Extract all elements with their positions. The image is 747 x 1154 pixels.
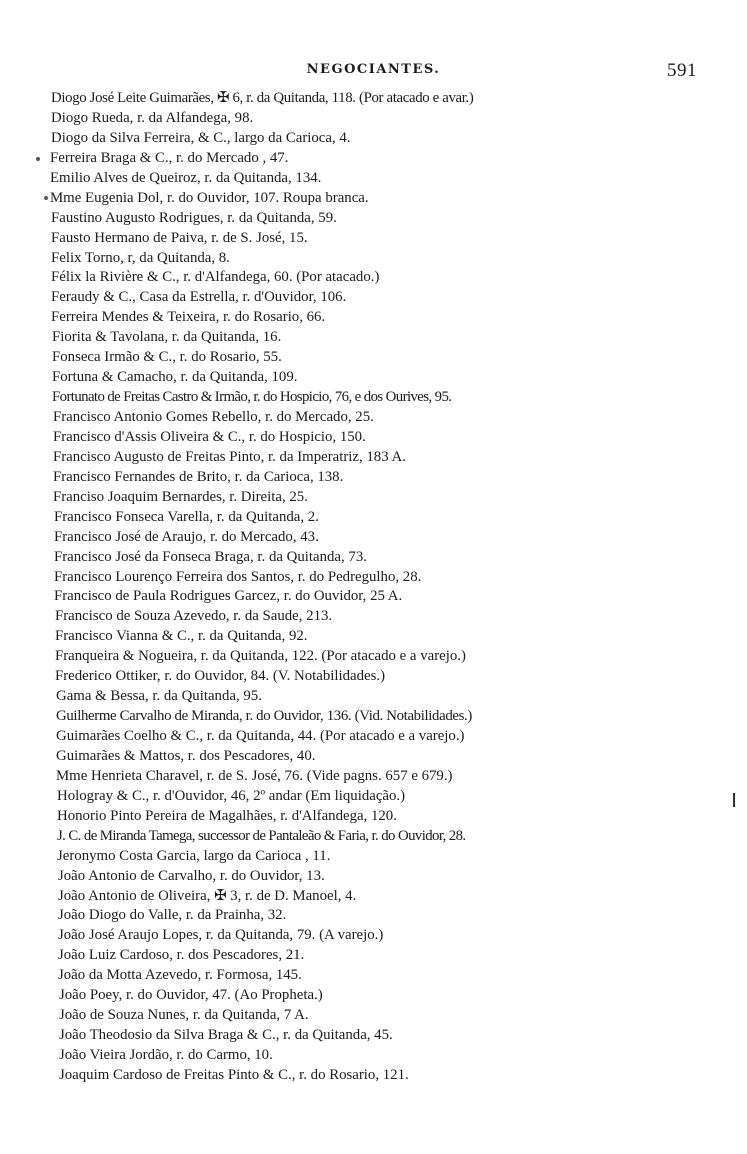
list-item: Fausto Hermano de Paiva, r. de S. José, 15. (51, 229, 308, 246)
list-item: Diogo Rueda, r. da Alfandega, 98. (51, 109, 254, 126)
list-item: Diogo José Leite Guimarães, ✠ 6, r. da Quitanda, 118. (Por atacado e avar.) (51, 90, 474, 106)
list-item: João Antonio de Oliveira, ✠ 3, r. de D. Manoel, 4. (58, 887, 357, 904)
list-item: Franciso Joaquim Bernardes, r. Direita, 25. (53, 488, 308, 505)
list-item: Francisco Antonio Gomes Rebello, r. do Mercado, 25. (53, 409, 374, 425)
list-item: Mme Eugenia Dol, r. do Ouvidor, 107. Roupa branca. (50, 189, 369, 206)
list-item: João Theodosio da Silva Braga & C., r. da Quitanda, 45. (59, 1027, 393, 1044)
page-header (0, 62, 747, 84)
margin-mark (733, 793, 735, 807)
list-item: Honorio Pinto Pereira de Magalhães, r. d'Alfandega, 120. (57, 807, 397, 824)
list-item: Francisco Augusto de Freitas Pinto, r. da Imperatriz, 183 A. (53, 448, 406, 465)
list-item: João da Motta Azevedo, r. Formosa, 145. (58, 967, 302, 984)
list-item: Fortuna & Camacho, r. da Quitanda, 109. (52, 369, 298, 386)
list-item: João Diogo do Valle, r. da Prainha, 32. (58, 907, 287, 924)
merchant-list (0, 89, 747, 1086)
list-item: Fiorita & Tavolana, r. da Quitanda, 16. (52, 329, 282, 346)
list-item: Fonseca Irmão & C., r. do Rosario, 55. (52, 349, 282, 366)
list-item: Jeronymo Costa Garcia, largo da Carioca , 11. (57, 847, 331, 864)
list-item: Gama & Bessa, r. da Quitanda, 95. (56, 688, 262, 705)
list-item: Feraudy & C., Casa da Estrella, r. d'Ouvidor, 106. (51, 289, 347, 306)
list-item: J. C. de Miranda Tamega, successor de Pantaleão & Faria, r. do Ouvidor, 28. (57, 827, 466, 844)
list-item: Emilio Alves de Queiroz, r. da Quitanda, 134. (50, 169, 322, 186)
list-item: Francisco Lourenço Ferreira dos Santos, r. do Pedregulho, 28. (54, 568, 422, 585)
list-item: Francisco Vianna & C., r. da Quitanda, 92. (55, 628, 308, 645)
list-item: João de Souza Nunes, r. da Quitanda, 7 A. (59, 1007, 309, 1024)
list-item: Diogo da Silva Ferreira, & C., largo da Carioca, 4. (51, 129, 351, 146)
list-item: Francisco José de Araujo, r. do Mercado, 43. (54, 528, 319, 545)
list-item: Fortunato de Freitas Castro & Irmão, r. do Hospicio, 76, e dos Ourives, 95. (52, 389, 452, 406)
list-item: Ferreira Braga & C., r. do Mercado , 47. (50, 149, 289, 166)
list-item: Francisco Fonseca Varella, r. da Quitanda, 2. (54, 508, 319, 525)
ink-speck (44, 196, 48, 200)
list-item: Francisco José da Fonseca Braga, r. da Quitanda, 73. (54, 548, 367, 565)
list-item: Francisco de Souza Azevedo, r. da Saude, 213. (55, 608, 333, 625)
list-item: João José Araujo Lopes, r. da Quitanda, 79. (A varejo.) (58, 927, 384, 944)
list-item: João Poey, r. do Ouvidor, 47. (Ao Propheta.) (59, 987, 323, 1004)
list-item: João Vieira Jordão, r. do Carmo, 10. (59, 1047, 273, 1063)
list-item: Faustino Augusto Rodrigues, r. da Quitanda, 59. (51, 209, 337, 226)
list-item: Guimarães & Mattos, r. dos Pescadores, 40. (56, 747, 316, 764)
list-item: Guilherme Carvalho de Miranda, r. do Ouvidor, 136. (Vid. Notabilidades.) (56, 708, 473, 725)
list-item: Ferreira Mendes & Teixeira, r. do Rosario, 66. (51, 309, 326, 326)
list-item: Franqueira & Nogueira, r. da Quitanda, 122. (Por atacado e a varejo.) (55, 648, 466, 665)
list-item: Frederico Ottiker, r. do Ouvidor, 84. (V. Notabilidades.) (55, 668, 386, 685)
list-item: Felix Torno, r, da Quitanda, 8. (51, 249, 230, 266)
list-item: Joaquim Cardoso de Freitas Pinto & C., r. do Rosario, 121. (59, 1066, 409, 1083)
running-head: NEGOCIANTES. (306, 62, 441, 77)
list-item: Francisco Fernandes de Brito, r. da Carioca, 138. (53, 468, 344, 485)
list-item: Félix la Rivière & C., r. d'Alfandega, 60. (Por atacado.) (51, 269, 380, 286)
list-item: Mme Henrieta Charavel, r. de S. José, 76. (Vide pagns. 657 e 679.) (56, 767, 453, 784)
list-item: Francisco de Paula Rodrigues Garcez, r. do Ouvidor, 25 A. (54, 588, 403, 605)
list-item: Francisco d'Assis Oliveira & C., r. do Hospicio, 150. (53, 428, 366, 445)
list-item: João Luiz Cardoso, r. dos Pescadores, 21. (58, 947, 305, 964)
list-item: Guimarães Coelho & C., r. da Quitanda, 44. (Por atacado e a varejo.) (56, 728, 465, 744)
list-item: Hologray & C., r. d'Ouvidor, 46, 2º andar (Em liquidação.) (57, 787, 406, 804)
ink-speck (36, 157, 40, 161)
list-item: João Antonio de Carvalho, r. do Ouvidor, 13. (58, 867, 325, 884)
page-number: 591 (667, 60, 697, 81)
